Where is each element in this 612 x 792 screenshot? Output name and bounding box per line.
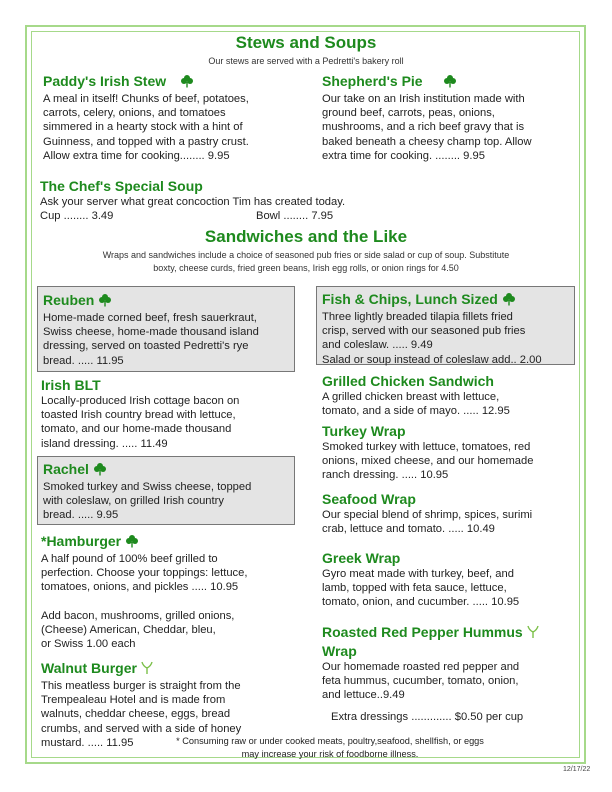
desc-line: ground beef, carrots, peas, onions, — [322, 107, 495, 120]
desc-line: tomatoes, onions, and pickles ..... 10.95 — [41, 581, 239, 594]
desc-line: Ask your server what great concoction Tim has created today. — [40, 196, 346, 208]
shamrock-icon — [125, 534, 139, 552]
menu-item-greek-wrap — [322, 550, 577, 610]
desc-line: crisp, served with our seasoned pub fries — [322, 325, 526, 338]
desc-line: perfection. Choose your toppings: lettuce, — [41, 567, 248, 580]
subheading-line: Wraps and sandwiches include a choice of seasoned pub fries or side salad or cup of soup. Substitute — [102, 250, 510, 260]
desc-line: Swiss cheese, home-made thousand island — [43, 326, 259, 339]
sandwiches-subheading — [40, 249, 572, 275]
desc-line: dressing, served on toasted Pedretti's rye — [43, 340, 249, 353]
item-title: Seafood Wrap — [322, 491, 416, 507]
shamrock-icon — [98, 293, 112, 311]
menu-item-rachel — [43, 461, 293, 523]
desc-line: with coleslaw, on grilled Irish country — [43, 495, 224, 508]
item-title: Greek Wrap — [322, 550, 401, 566]
item-title: Shepherd's Pie — [322, 73, 423, 89]
menu-item-chefs-special-soup — [40, 178, 440, 223]
shamrock-icon — [443, 74, 457, 92]
vegetarian-sprig-icon — [527, 625, 539, 643]
footnote — [140, 735, 520, 761]
desc-line: island dressing. ..... 11.49 — [41, 437, 168, 450]
item-title: Irish BLT — [41, 377, 101, 393]
desc-line: Allow extra time for cooking........ 9.95 — [43, 149, 230, 162]
desc-line: This meatless burger is straight from the — [41, 680, 241, 692]
footnote-line: * Consuming raw or under cooked meats, poultry,seafood, shellfish, or eggs — [176, 736, 484, 746]
desc-line: Our special blend of shrimp, spices, surimi — [322, 509, 533, 521]
menu-item-hummus-wrap — [322, 624, 577, 703]
addon-line: or Swiss 1.00 each — [41, 638, 136, 651]
stews-subheading: Our stews are served with a Pedretti's bakery roll — [208, 56, 404, 66]
desc-line: tomato, and a side of mayo. ..... 12.95 — [322, 405, 510, 418]
desc-line: Locally-produced Irish cottage bacon on — [41, 395, 240, 407]
desc-line: crab, lettuce and tomato. ..... 10.49 — [322, 523, 495, 536]
desc-line: ranch dressing. ..... 10.95 — [322, 469, 449, 482]
desc-line: A meal in itself! Chunks of beef, potatoes, — [43, 93, 249, 105]
stews-heading: Stews and Soups — [235, 33, 377, 52]
item-title: *Hamburger — [41, 533, 122, 549]
menu-item-paddys-irish-stew — [43, 73, 313, 163]
shamrock-icon — [180, 74, 194, 92]
menu-item-reuben — [43, 292, 293, 368]
desc-line: and coleslaw. ..... 9.49 — [322, 339, 433, 352]
desc-line: extra time for cooking. ........ 9.95 — [322, 149, 485, 162]
desc-line: lamb, topped with feta sauce, lettuce, — [322, 582, 507, 595]
desc-line: bread. ..... 11.95 — [43, 354, 124, 367]
desc-line: feta hummus, cucumber, tomato, onion, — [322, 675, 519, 688]
desc-line: tomato, onion, and cucumber. ..... 10.95 — [322, 596, 520, 609]
desc-line: tomato, and our home-made thousand — [41, 423, 232, 436]
item-title: Rachel — [43, 461, 89, 477]
item-title: The Chef's Special Soup — [40, 178, 203, 194]
desc-line: Salad or soup instead of coleslaw add.. 2.00 — [322, 353, 542, 366]
menu-item-turkey-wrap — [322, 423, 577, 483]
addon-line: Add bacon, mushrooms, grilled onions, — [41, 609, 235, 622]
menu-item-seafood-wrap — [322, 491, 577, 536]
item-title: Paddy's Irish Stew — [43, 73, 167, 89]
desc-line: A half pound of 100% beef grilled to — [41, 553, 218, 565]
desc-line: Three lightly breaded tilapia fillets fried — [322, 311, 513, 323]
item-title: Grilled Chicken Sandwich — [322, 373, 494, 389]
desc-line: Our homemade roasted red pepper and — [322, 661, 520, 673]
desc-line: A grilled chicken breast with lettuce, — [322, 391, 500, 403]
item-title: Reuben — [43, 292, 95, 308]
print-date: 12/17/22 — [563, 766, 591, 773]
menu-item-grilled-chicken — [322, 373, 577, 418]
extra-dressings: Extra dressings ............. $0.50 per cup — [331, 711, 524, 723]
sandwiches-heading: Sandwiches and the Like — [204, 227, 408, 246]
desc-line: mushrooms, and a rich beef gravy that is — [322, 121, 525, 134]
desc-line: onions, mixed cheese, and our homemade — [322, 455, 534, 468]
vegetarian-sprig-icon — [141, 661, 153, 679]
subheading-line: boxty, cheese curds, fried green beans, Irish egg rolls, or onion rings for 4.50 — [153, 263, 459, 273]
shamrock-icon — [502, 292, 516, 310]
bowl-price: Bowl ........ 7.95 — [256, 210, 334, 223]
item-title: Turkey Wrap — [322, 423, 406, 439]
menu-item-shepherds-pie — [322, 73, 582, 163]
addon-line: (Cheese) American, Cheddar, bleu, — [41, 623, 216, 636]
desc-line: baked beneath a cheesy champ top. Allow — [322, 135, 532, 148]
desc-line: Guinness, and topped with a pastry crust. — [43, 135, 249, 148]
menu-item-hamburger — [41, 533, 303, 651]
desc-line: bread. ..... 9.95 — [43, 509, 119, 522]
item-title: Fish & Chips, Lunch Sized — [322, 291, 498, 307]
desc-line: Trempealeau Hotel and is made from — [41, 694, 226, 707]
item-title-continued: Wrap — [322, 643, 357, 659]
cup-price: Cup ........ 3.49 — [40, 210, 114, 223]
desc-line: walnuts, cheddar cheese, eggs, bread — [41, 708, 231, 721]
footnote-line: may increase your risk of foodborne illness. — [241, 749, 419, 759]
desc-line: toasted Irish country bread with lettuce, — [41, 409, 236, 422]
desc-line: Gyro meat made with turkey, beef, and — [322, 568, 514, 580]
desc-line: crumbs, and served with a side of honey — [41, 722, 242, 735]
desc-line: Our take on an Irish institution made with — [322, 93, 525, 105]
desc-line: carrots, celery, onions, and tomatoes — [43, 107, 226, 120]
item-title: Roasted Red Pepper Hummus — [322, 624, 523, 640]
desc-line: Smoked turkey and Swiss cheese, topped — [43, 481, 252, 493]
desc-line: and lettuce..9.49 — [322, 689, 405, 702]
desc-line: Smoked turkey with lettuce, tomatoes, red — [322, 441, 531, 453]
shamrock-icon — [93, 462, 107, 480]
item-title: Walnut Burger — [41, 660, 137, 676]
desc-line: mustard. ..... 11.95 — [41, 736, 134, 749]
menu-item-fish-chips — [322, 291, 574, 367]
menu-item-irish-blt — [41, 377, 296, 451]
desc-line: simmered in a hearty stock with a hint of — [43, 121, 243, 134]
desc-line: Home-made corned beef, fresh sauerkraut, — [43, 312, 257, 324]
